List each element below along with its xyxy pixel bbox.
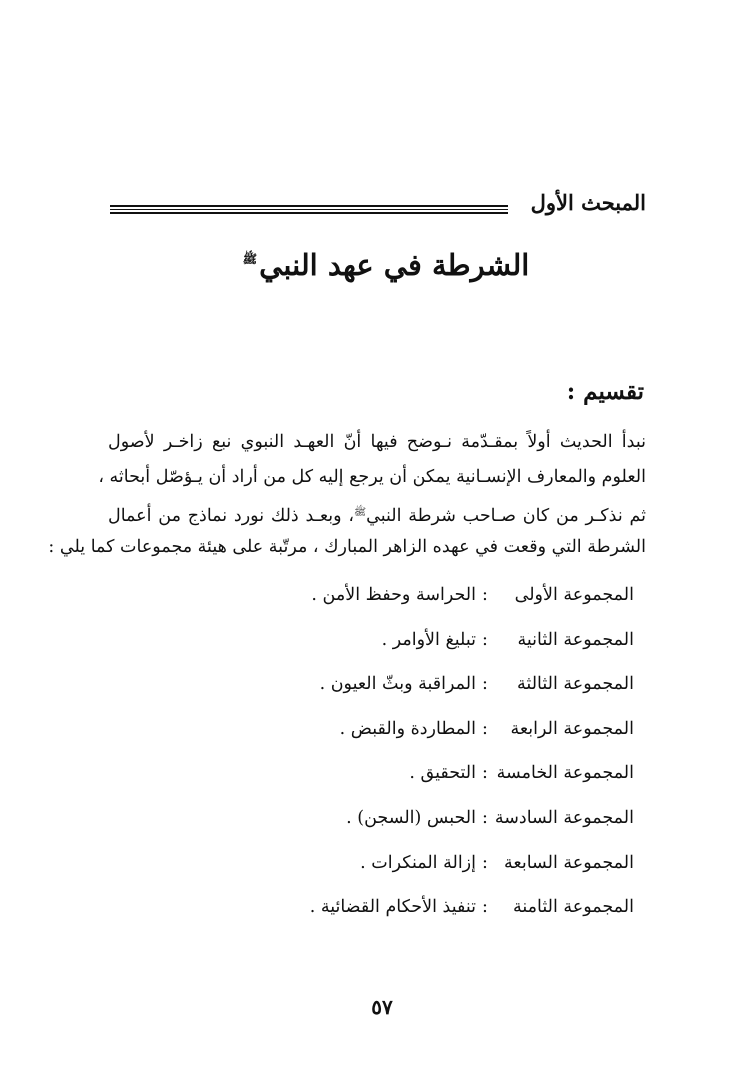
group-value: الحبس (السجن) . bbox=[346, 807, 476, 828]
list-item bbox=[114, 892, 634, 937]
paragraph-line: نبدأ الحديث أولاً بمقـدّمة نـوضح فيها أنّ العهـد النبوي نبع زاخـر لأصول bbox=[108, 432, 646, 452]
group-value: المراقبة وبثّ العيون . bbox=[319, 674, 476, 695]
groups-list bbox=[114, 580, 634, 937]
group-label: المجموعة الثامنة bbox=[513, 897, 634, 918]
group-colon: : bbox=[482, 852, 488, 873]
list-item bbox=[114, 848, 634, 893]
section-title: المبحث الأول bbox=[530, 190, 646, 215]
group-colon: : bbox=[482, 763, 488, 784]
list-item bbox=[114, 714, 634, 759]
group-label: المجموعة الخامسة bbox=[496, 763, 634, 784]
salawat-symbol: ﷺ bbox=[242, 252, 258, 266]
chapter-title-text: الشرطة في عهد النبي bbox=[259, 248, 530, 282]
group-value: تبليغ الأوامر . bbox=[381, 629, 476, 650]
header-rule bbox=[110, 209, 508, 210]
group-label: المجموعة السابعة bbox=[504, 852, 634, 873]
group-value: إزالة المنكرات . bbox=[360, 852, 476, 873]
list-item bbox=[114, 625, 634, 670]
intro-paragraph bbox=[48, 425, 646, 565]
list-item bbox=[114, 580, 634, 625]
group-colon: : bbox=[482, 718, 488, 739]
page-number: ٥٧ bbox=[371, 995, 393, 1019]
group-value: التحقيق . bbox=[409, 763, 476, 784]
paragraph-line-part: ، وبعـد ذلك نورد نماذج من أعمال bbox=[108, 506, 355, 526]
list-item bbox=[114, 803, 634, 848]
header-rule bbox=[110, 205, 508, 207]
list-item bbox=[114, 758, 634, 803]
group-colon: : bbox=[482, 629, 488, 650]
paragraph-line-part: ثم نذكـر من كان صـاحب شرطة النبي bbox=[366, 506, 646, 526]
group-label: المجموعة السادسة bbox=[494, 807, 634, 828]
group-colon: : bbox=[482, 897, 488, 918]
group-colon: : bbox=[482, 674, 488, 695]
group-label: المجموعة الرابعة bbox=[510, 718, 634, 739]
list-item bbox=[114, 669, 634, 714]
group-label: المجموعة الثالثة bbox=[517, 674, 634, 695]
header-rule bbox=[110, 212, 508, 214]
paragraph-line bbox=[108, 495, 646, 530]
group-value: تنفيذ الأحكام القضائية . bbox=[309, 897, 476, 918]
group-label: المجموعة الأولى bbox=[514, 585, 634, 605]
paragraph-line: الشرطة التي وقعت في عهده الزاهر المبارك ، مرتّبة على هيئة مجموعات كما يلي : bbox=[48, 537, 646, 557]
salawat-symbol: ﷺ bbox=[354, 507, 367, 518]
subheading: تقسيم : bbox=[566, 378, 644, 405]
group-colon: : bbox=[482, 807, 488, 828]
paragraph-line: العلوم والمعارف الإنسـانية يمكن أن يرجع إليه كل من أراد أن يـؤصّل أبحاثه ، bbox=[98, 467, 646, 487]
group-value: المطاردة والقبض . bbox=[339, 718, 476, 739]
group-colon: : bbox=[482, 585, 488, 605]
chapter-title bbox=[0, 248, 754, 282]
group-value: الحراسة وحفظ الأمن . bbox=[311, 585, 476, 605]
section-header bbox=[110, 190, 646, 230]
group-label: المجموعة الثانية bbox=[517, 629, 634, 650]
